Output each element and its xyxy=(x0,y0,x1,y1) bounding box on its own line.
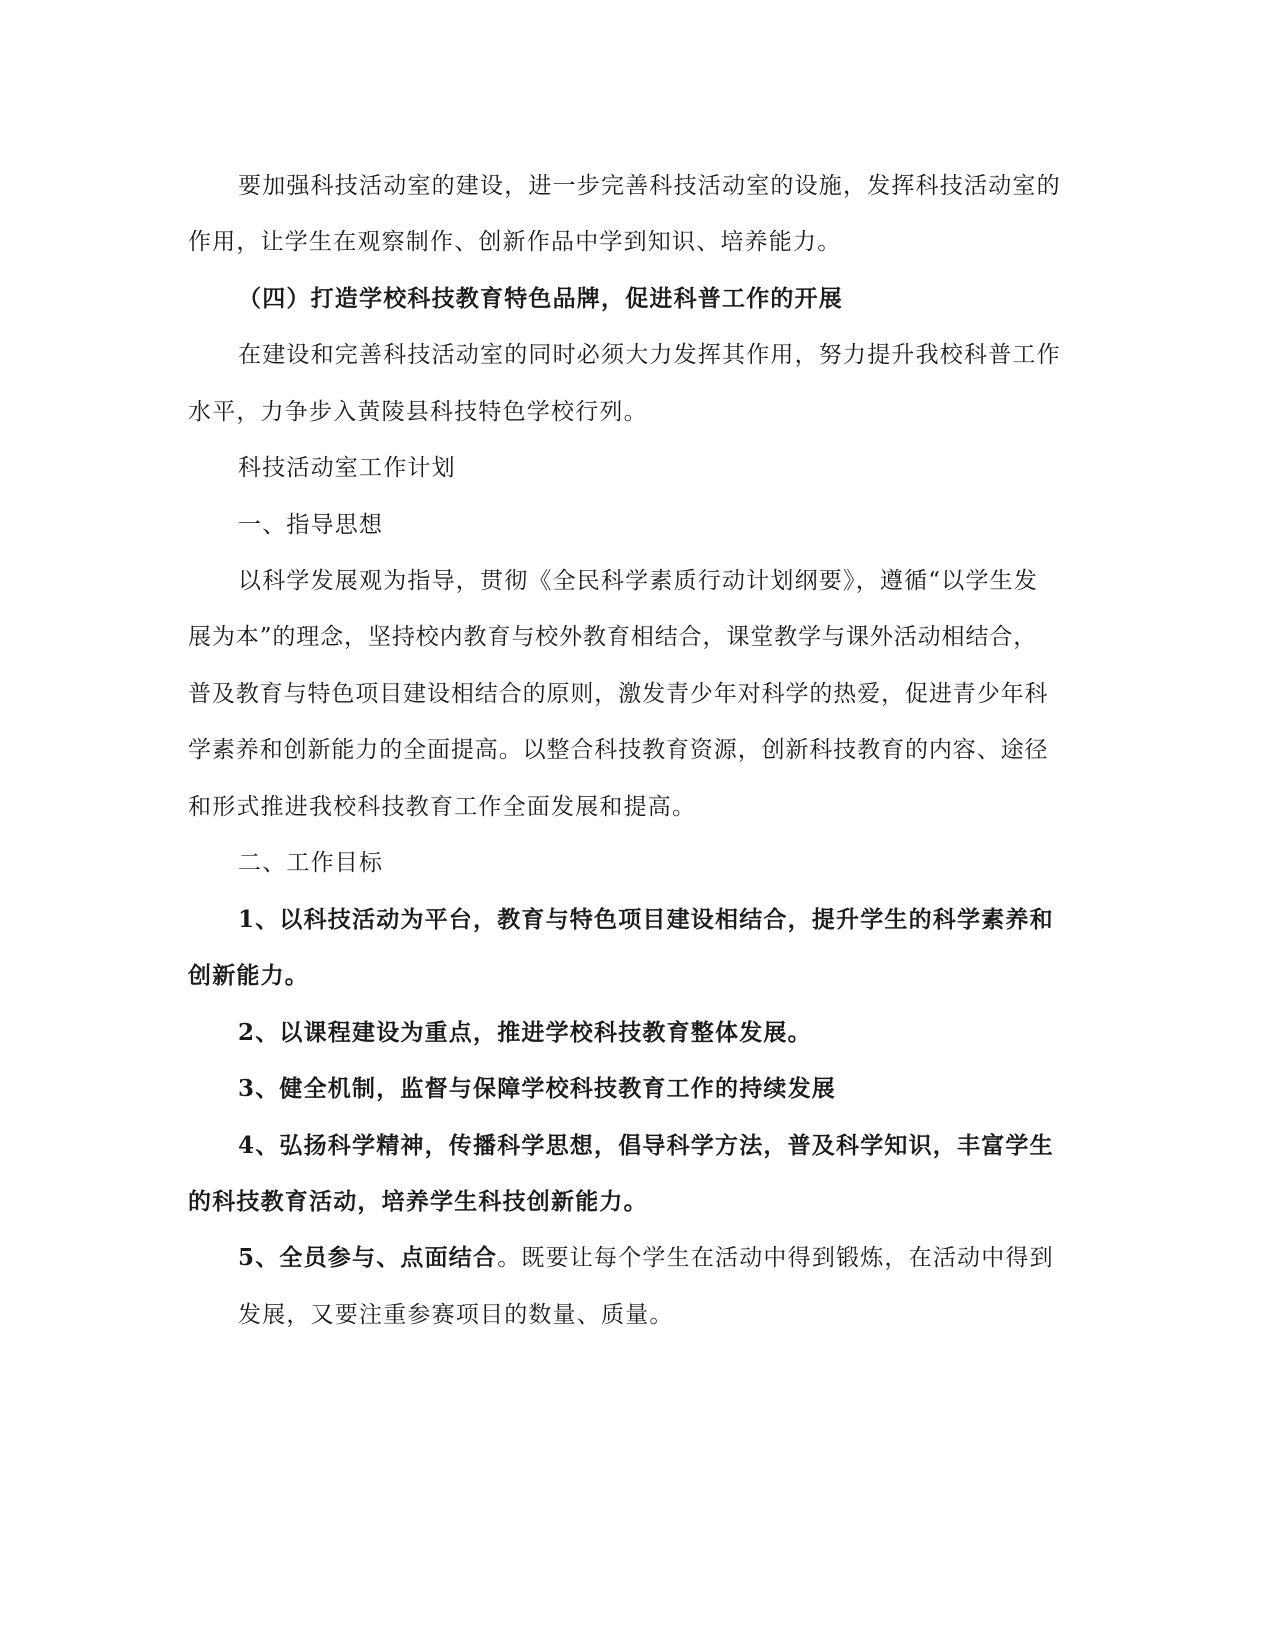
goal-item: 2、以课程建设为重点，推进学校科技教育整体发展。 xyxy=(238,1019,812,1046)
section-heading: 一、指导思想 xyxy=(238,512,384,538)
paragraph-line: 要加强科技活动室的建设，进一步完善科技活动室的设施，发挥科技活动室的 xyxy=(238,173,1061,199)
goal-item: 的科技教育活动，培养学生科技创新能力。 xyxy=(188,1188,648,1215)
paragraph-line: 水平，力争步入黄陵县科技特色学校行列。 xyxy=(188,399,648,425)
goal-item: 创新能力。 xyxy=(188,962,309,989)
plan-title: 科技活动室工作计划 xyxy=(238,455,456,481)
goal-item xyxy=(238,1243,1138,1273)
paragraph-line: 普及教育与特色项目建设相结合的原则，激发青少年对科学的热爱，促进青少年科 xyxy=(188,681,1049,707)
paragraph-line: 学素养和创新能力的全面提高。以整合科技教育资源，创新科技教育的内容、途径 xyxy=(188,737,1049,763)
paragraph-line: 作用，让学生在观察制作、创新作品中学到知识、培养能力。 xyxy=(188,229,842,255)
goal-item-normal: 。既要让每个学生在活动中得到锻炼，在活动中得到 xyxy=(497,1245,1054,1271)
paragraph-line: 和形式推进我校科技教育工作全面发展和提高。 xyxy=(188,794,697,820)
section-heading: 二、工作目标 xyxy=(238,850,384,876)
goal-item: 3、健全机制，监督与保障学校科技教育工作的持续发展 xyxy=(238,1075,837,1102)
goal-item: 4、弘扬科学精神，传播科学思想，倡导科学方法，普及科学知识，丰富学生 xyxy=(238,1132,1054,1159)
section-heading: （四）打造学校科技教育特色品牌，促进科普工作的开展 xyxy=(238,285,843,312)
paragraph-line: 在建设和完善科技活动室的同时必须大力发挥其作用，努力提升我校科普工作 xyxy=(238,342,1061,368)
paragraph-line: 展为本”的理念，坚持校内教育与校外教育相结合，课堂教学与课外活动相结合， xyxy=(188,624,1038,650)
goal-item: 1、以科技活动为平台，教育与特色项目建设相结合，提升学生的科学素养和 xyxy=(238,906,1054,933)
paragraph-line: 以科学发展观为指导，贯彻《全民科学素质行动计划纲要》，遵循“以学生发 xyxy=(238,568,1039,594)
paragraph-line: 发展，又要注重参赛项目的数量、质量。 xyxy=(238,1302,674,1328)
goal-item-bold: 5、全员参与、点面结合 xyxy=(238,1244,498,1271)
